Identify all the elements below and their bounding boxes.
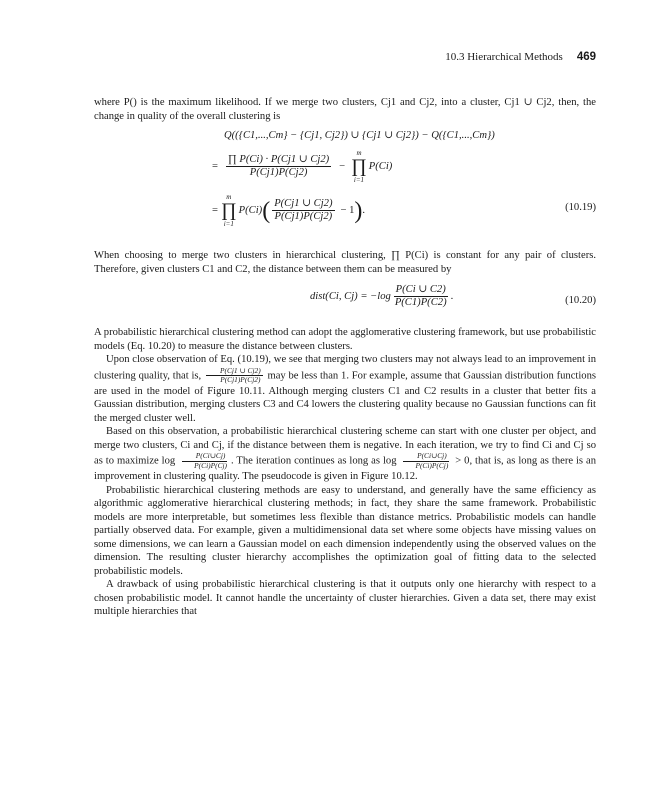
eq19-line3-denominator: P(Cj1)P(Cj2) bbox=[274, 211, 333, 222]
eq20-row: dist(Ci, Cj) = −log $\frac{P(Ci \cup C2)}{P(C1)P(C2)}$ . bbox=[310, 284, 454, 308]
inline-fraction bbox=[206, 367, 263, 385]
eq19-equals-1: = bbox=[212, 160, 218, 172]
p5-text-a: Based on this observation, a probabilistic hierarchical clustering scheme can start with one cluster per object, and merge two clusters, Ci and Cj, if the distance between them is negative. In each iteration, we try to find Ci and Cj so as to maximize log bbox=[94, 426, 596, 467]
eq19-line2-denominator: P(Cj1)P(Cj2) bbox=[249, 167, 308, 178]
equation-number-10-20: (10.20) bbox=[565, 295, 596, 306]
p4-text-b: may be less than 1. For example, assume that Gaussian distribution functions are used in the model of Figure 10.11. Although merging clusters C1 and C2 results in a cluster that better fits a Gaussian distribution, merging clusters C3 and C4 lowers the clustering quality because no Gaussian functions can fit the merged cluster well. bbox=[94, 369, 597, 424]
equation-10-20 bbox=[94, 282, 596, 318]
paragraph-probabilistic-method: A probabilistic hierarchical clustering method can adopt the agglomerative clustering framework, but use probabilistic models (Eq. 10.20) to measure the distance between clusters. bbox=[94, 327, 596, 352]
p5-text-b: . The iteration continues as long as log bbox=[231, 455, 397, 467]
eq19-line3-fraction bbox=[272, 198, 334, 223]
inline-fraction-denominator: P(Cj1)P(Cj2) bbox=[220, 375, 261, 384]
inline-fraction-numerator: P(Cj1 ∪ Cj2) bbox=[206, 367, 263, 377]
eq19-equals-2: = bbox=[212, 204, 218, 216]
prod2-upper: m bbox=[226, 193, 232, 201]
paragraph-scheme bbox=[94, 425, 596, 484]
eq19-line2 bbox=[212, 149, 392, 184]
eq19-line3-prefix: P(Ci) bbox=[238, 204, 263, 216]
section-title: 10.3 Hierarchical Methods bbox=[445, 51, 563, 63]
page-body bbox=[94, 96, 596, 619]
log-fraction-2-numerator: P(Ci∪Cj) bbox=[403, 452, 449, 462]
eq19-line2-numerator: ∏ P(Ci) · P(Cj1 ∪ Cj2) bbox=[227, 154, 330, 165]
running-header bbox=[94, 50, 596, 64]
paragraph-intro: where P() is the maximum likelihood. If we merge two clusters, Cj1 and Cj2, into a cluster, Cj1 ∪ Cj2, then, the change in quality of the overall clustering is bbox=[94, 97, 596, 122]
log-fraction-2 bbox=[401, 452, 450, 470]
log-fraction-1 bbox=[180, 452, 229, 470]
equation-number-10-19: (10.19) bbox=[565, 202, 596, 213]
paragraph-observation bbox=[94, 353, 596, 425]
eq20-denominator: P(C1)P(C2) bbox=[394, 297, 447, 308]
eq20-numerator: P(Ci ∪ C2) bbox=[395, 284, 446, 295]
eq19-line2-tail: P(Ci) bbox=[368, 160, 393, 172]
paragraph-drawback: A drawback of using probabilistic hierarchical clustering is that it outputs only one hierarchy with respect to a chosen probabilistic model. It cannot handle the uncertainty of cluster hierarchies. Given a data set, there may exist multiple hierarchies that bbox=[94, 579, 596, 617]
paragraph-merge-constant: When choosing to merge two clusters in hierarchical clustering, ∏ P(Ci) is constant for any pair of clusters. Therefore, given clusters C1 and C2, the distance between them can be measured by bbox=[94, 250, 596, 275]
eq19-line1-text: Q(({C1,...,Cm} − {Cj1, Cj2}) ∪ {Cj1 ∪ Cj2}) − Q({C1,...,Cm}) bbox=[224, 130, 495, 141]
eq19-product-1 bbox=[351, 149, 367, 184]
prod2-symbol: ∏ bbox=[220, 200, 237, 221]
eq20-lhs: dist(Ci, Cj) = −log bbox=[310, 290, 391, 302]
page-number: 469 bbox=[576, 51, 596, 63]
paragraph-advantages: Probabilistic hierarchical clustering methods are easy to understand, and generally have the same efficiency as algorithmic agglomerative hierarchical clustering methods; in fact, they share the same framework. Probabilistic models are more interpretable, but sometimes less flexible than distance metrics. Probabilistic models can handle partially observed data. For example, given a multidimensional data set where some objects have missing values on some dimensions, we can learn a Gaussian model on each dimension independently using the observed values on the dimension. The resulting cluster hierarchy accomplishes the optimization goal of fitting data to the selected probabilistic models. bbox=[94, 484, 596, 577]
prod1-lower: i=1 bbox=[353, 176, 365, 184]
eq20-fraction bbox=[393, 284, 449, 309]
prod1-symbol: ∏ bbox=[351, 156, 367, 177]
equation-10-19 bbox=[94, 129, 596, 241]
eq19-paren-open: ( bbox=[262, 197, 271, 224]
eq19-product-2 bbox=[221, 193, 237, 228]
eq19-line2-fraction bbox=[226, 154, 331, 179]
p4-text-a: Upon close observation of Eq. (10.19), we see that merging two clusters may not always lead to an improvement in clustering quality, that is, bbox=[94, 354, 596, 381]
log-fraction-1-numerator: P(Ci∪Cj) bbox=[182, 452, 228, 462]
log-fraction-1-denominator: P(Ci)P(Cj) bbox=[194, 460, 228, 470]
eq19-line3-numerator: P(Cj1 ∪ Cj2) bbox=[274, 198, 333, 209]
eq19-line3: = m ∏ i=1 P(Ci) ( $\frac{P(Cj1 \cup Cj2)}{P(Cj1)P(Cj2)}$ − 1 ) . bbox=[212, 193, 366, 228]
log-fraction-2-denominator: P(Ci)P(Cj) bbox=[415, 460, 449, 470]
eq19-minus: − bbox=[339, 160, 346, 172]
prod1-upper: m bbox=[356, 149, 362, 157]
eq19-minus-one: − 1 bbox=[340, 204, 355, 216]
eq19-paren-close: ) bbox=[354, 197, 363, 224]
eq19-line1 bbox=[224, 129, 495, 143]
p5-text-c: > 0, that is, as long as there is an improvement in clustering quality. The pseudocode is given in Figure 10.12. bbox=[94, 455, 597, 482]
prod2-lower: i=1 bbox=[223, 220, 234, 228]
